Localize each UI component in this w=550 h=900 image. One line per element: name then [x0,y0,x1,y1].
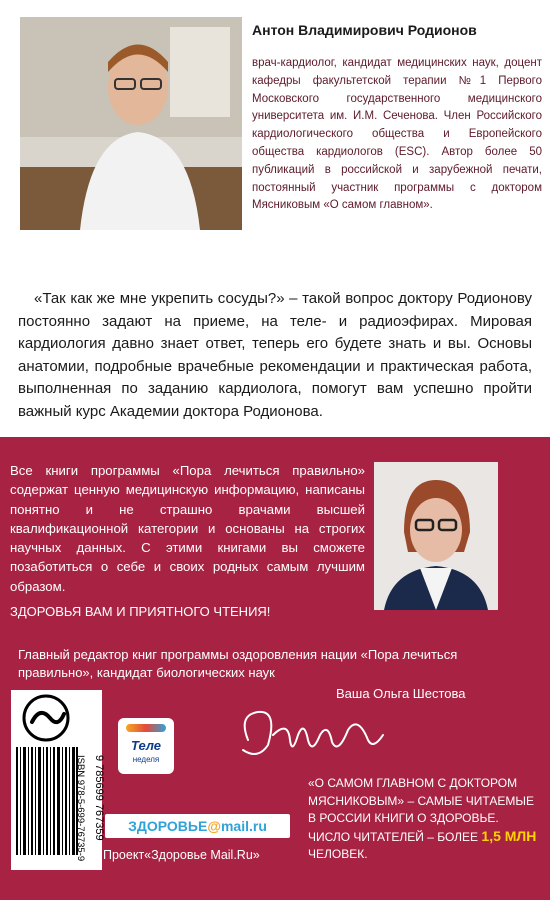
promo-text [308,775,538,864]
barcode-digits: 9 785699 767359 [93,755,105,841]
series-logo-icon [20,692,72,744]
editor-title: Главный редактор книг программы оздоровления нации «Пора лечиться правильно», кандидат биологических наук [18,647,458,680]
author-name: Антон Владимирович Родионов [252,22,477,38]
zdorovie-logo-left: ЗДОРОВЬЕ [128,818,208,834]
zdorovie-logo-at: @ [207,818,221,834]
promo-tail: ЧЕЛОВЕК. [308,847,368,861]
nedelya-logo [118,718,174,774]
zdorovie-mail-logo [105,814,290,838]
editor-photo [374,462,498,610]
zdorovie-logo-right: mail.ru [220,818,267,834]
book-blurb: «Так как же мне укрепить сосуды?» – такой вопрос доктору Родионову постоянно задают на приеме, на теле- и радиоэфирах. Мировая кардиология давно знает ответ, теперь его будете знать и вы. Основы анатомии, подробные врачебные рекомендации и практическая работа, выполненная по заданию кардиолога, помогут вам успешно пройти важный курс Академии доктора Родионова. [18,290,532,420]
author-photo [20,17,242,230]
nedelya-stripe-icon [126,724,166,732]
nedelya-logo-top: Теле [131,738,161,753]
promo-body: «О САМОМ ГЛАВНОМ С ДОКТОРОМ МЯСНИКОВЫМ» – САМЫЕ ЧИТАЕМЫЕ В РОССИИ КНИГИ О ЗДОРОВЬЕ. ЧИСЛО ЧИТАТЕЛЕЙ – БОЛЕЕ [308,776,534,844]
editor-signoff: Ваша Ольга Шестова [336,686,466,701]
signature-icon [228,700,398,770]
series-description: Все книги программы «Пора лечиться правильно» содержат ценную медицинскую информацию, написаны понятно и не страшно врачами высшей квалификационной категории и основаны на строгих научных данных. С этими книгами вы сможете позаботиться о себе и своих родных самым лучшим образом. [10,463,365,594]
isbn-text: ISBN 978-5-699-76735-9 [75,755,86,862]
barcode-text [0,755,110,865]
promo-highlight: 1,5 МЛН [481,827,537,844]
nedelya-logo-bottom: неделя [132,755,160,764]
author-bio: врач-кардиолог, кандидат медицинских наук, доцент кафедры факультетской терапии №1 Первого Московского государственного медицинского университета им. И.М. Сеченова. Член Российского кардиологического общества и Европейского общества кардиологов (ESC). Автор более 50 публикаций в российской и зарубежной печати, постоянный участник программы с доктором Мясниковым «О самом главном». [252,57,542,212]
greeting: ЗДОРОВЬЯ ВАМ И ПРИЯТНОГО ЧТЕНИЯ! [10,604,271,619]
project-label: Проект«Здоровье Mail.Ru» [103,848,260,862]
